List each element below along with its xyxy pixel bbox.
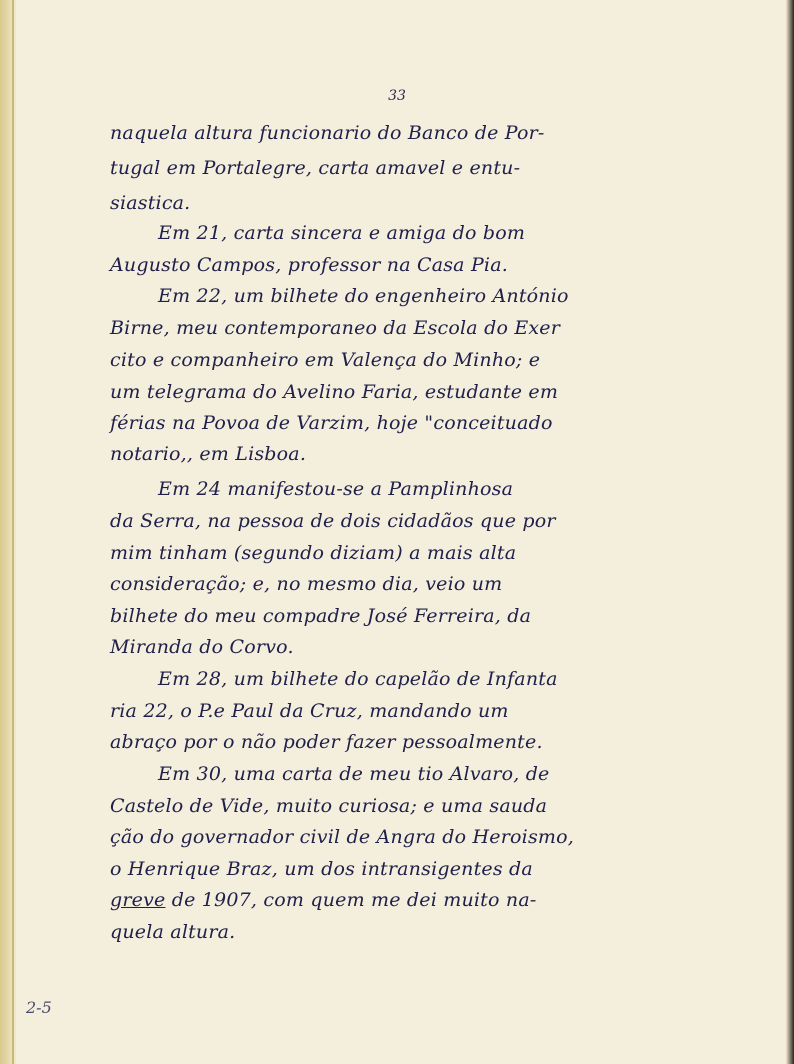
text-line-8: cito e companheiro em Valença do Minho; e [110,349,541,371]
text-line-1: naquela altura funcionario do Banco de Por- [110,122,545,144]
text-line-5: Augusto Campos, professor na Casa Pia. [110,254,508,276]
text-line-2: tugal em Portalegre, carta amavel e entu- [110,157,521,179]
text-line-23: ção do governador civil de Angra do Heroismo, [110,826,574,848]
text-line-7: Birne, meu contemporaneo da Escola do Exer [110,317,561,339]
text-line-12: Em 24 manifestou-se a Pamplinhosa [158,478,514,500]
text-line-24: o Henrique Braz, um dos intransigentes da [110,858,533,880]
text-line-10: férias na Povoa de Varzim, hoje "conceituado [110,412,553,434]
text-line-9: um telegrama do Avelino Faria, estudante em [110,381,559,403]
text-line-26: quela altura. [110,921,236,943]
text-line-6: Em 22, um bilhete do engenheiro António [158,285,569,307]
text-line-14: mim tinham (segundo diziam) a mais alta [110,542,517,564]
text-line-21: Em 30, uma carta de meu tio Alvaro, de [158,763,550,785]
text-line-11: notario,, em Lisboa. [110,443,307,465]
binding-line [12,0,14,1064]
corner-note: 2-5 [26,998,52,1017]
text-line-18: Em 28, um bilhete do capelão de Infanta [158,668,558,690]
text-line-16: bilhete do meu compadre José Ferreira, da [110,605,532,627]
text-line-3: siastica. [110,192,191,214]
text-line-25 [110,889,537,911]
text-line-15: consideração; e, no mesmo dia, veio um [110,573,503,595]
text-line-17: Miranda do Corvo. [110,636,294,658]
text-line-22: Castelo de Vide, muito curiosa; e uma sauda [110,795,548,817]
text-line-13: da Serra, na pessoa de dois cidadãos que por [110,510,556,532]
text-line-25-rest: de 1907, com quem me dei muito na- [171,889,537,911]
text-line-19: ria 22, o P.e Paul da Cruz, mandando um [110,700,509,722]
text-line-20: abraço por o não poder fazer pessoalmente. [110,731,543,753]
underlined-word: greve [110,889,166,911]
page-number: 33 [388,88,406,104]
text-line-4: Em 21, carta sincera e amiga do bom [158,222,526,244]
page-edge-shadow [786,0,794,1064]
